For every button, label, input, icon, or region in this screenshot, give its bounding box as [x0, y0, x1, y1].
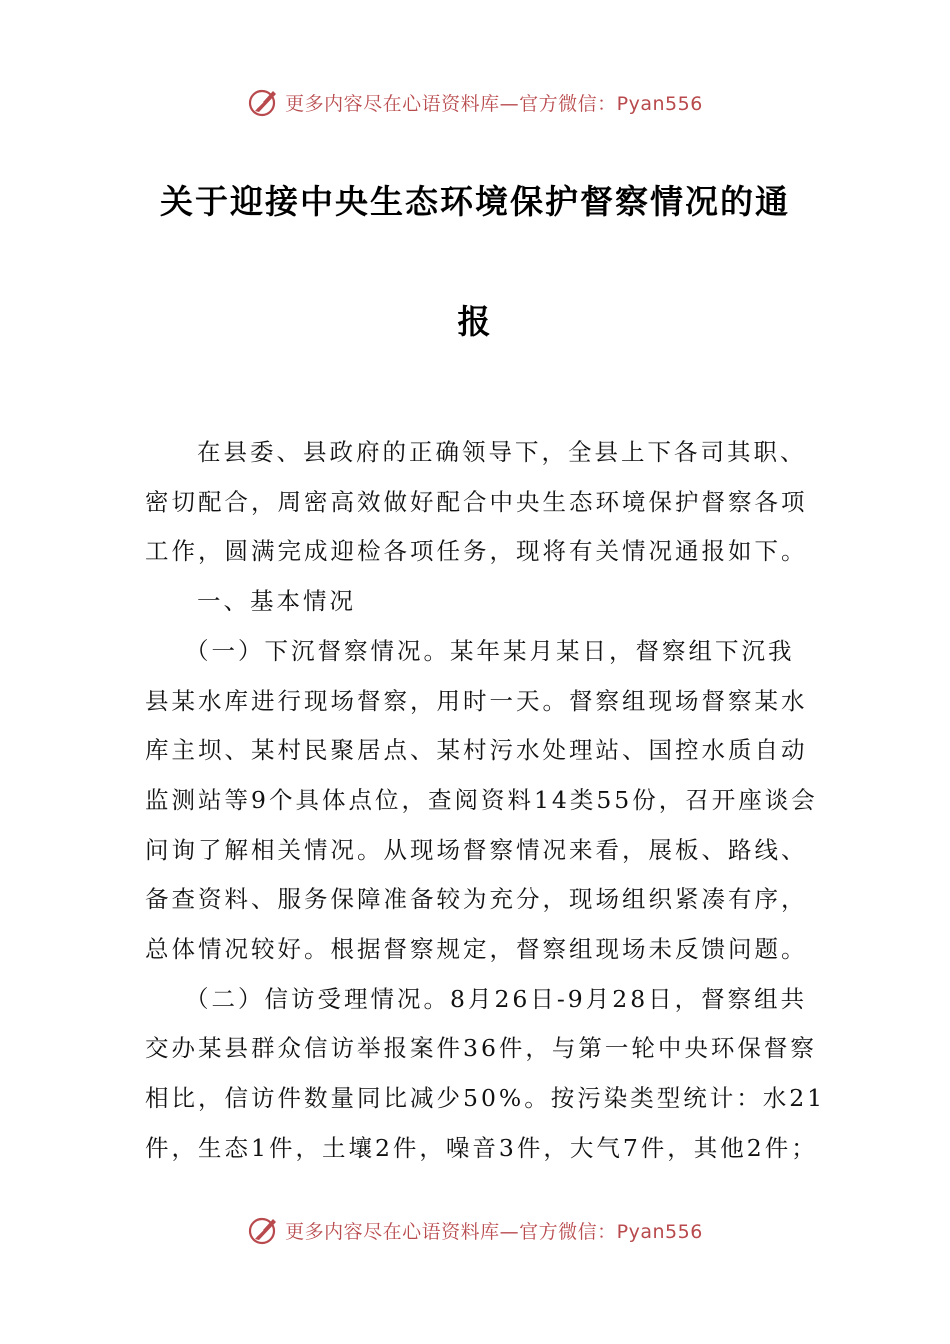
text-line: 工作，圆满完成迎检各项任务，现将有关情况通报如下。 — [145, 537, 808, 566]
text-line: 库主坝、某村民聚居点、某村污水处理站、国控水质自动 — [145, 736, 808, 765]
document-body — [145, 428, 826, 1174]
paragraph-inspection — [145, 627, 818, 975]
text-line: 总体情况较好。根据督察规定，督察组现场未反馈问题。 — [145, 935, 808, 964]
text-line: 相比，信访件数量同比减少50%。按污染类型统计：水21 — [145, 1084, 826, 1113]
text-line: 件，生态1件，土壤2件，噪音3件，大气7件，其他2件； — [145, 1133, 818, 1162]
text-line: 县某水库进行现场督察，用时一天。督察组现场督察某水 — [145, 686, 808, 715]
text-line: 在县委、县政府的正确领导下，全县上下各司其职、 — [197, 438, 807, 466]
quill-circle-icon — [247, 1213, 281, 1247]
quill-circle-icon — [247, 85, 281, 119]
paragraph-petitions — [145, 975, 826, 1174]
document-title-line1: 关于迎接中央生态环境保护督察情况的通 — [160, 182, 790, 221]
document-title-line2: 报 — [457, 302, 493, 341]
watermark-header — [0, 82, 950, 122]
text-line: （二）信访受理情况。8月26日-9月28日，督察组共 — [185, 984, 808, 1013]
text-line: 交办某县群众信访举报案件36件，与第一轮中央环保督察 — [145, 1034, 817, 1063]
text-line: 问询了解相关情况。从现场督察情况来看，展板、路线、 — [145, 835, 808, 864]
watermark-text: 更多内容尽在心语资料库—官方微信：Pyan556 — [285, 92, 703, 115]
text-line: 密切配合，周密高效做好配合中央生态环境保护督察各项 — [145, 487, 808, 516]
text-line: （一）下沉督察情况。某年某月某日，督察组下沉我 — [185, 636, 795, 665]
section-heading-basic: 一、基本情况 — [197, 587, 356, 616]
watermark-footer — [0, 1210, 950, 1250]
watermark-text: 更多内容尽在心语资料库—官方微信：Pyan556 — [285, 1220, 703, 1243]
paragraph-intro — [145, 428, 810, 577]
text-line: 备查资料、服务保障准备较为充分，现场组织紧凑有序， — [145, 885, 808, 914]
text-line: 监测站等9个具体点位，查阅资料14类55份，召开座谈会 — [145, 785, 818, 814]
